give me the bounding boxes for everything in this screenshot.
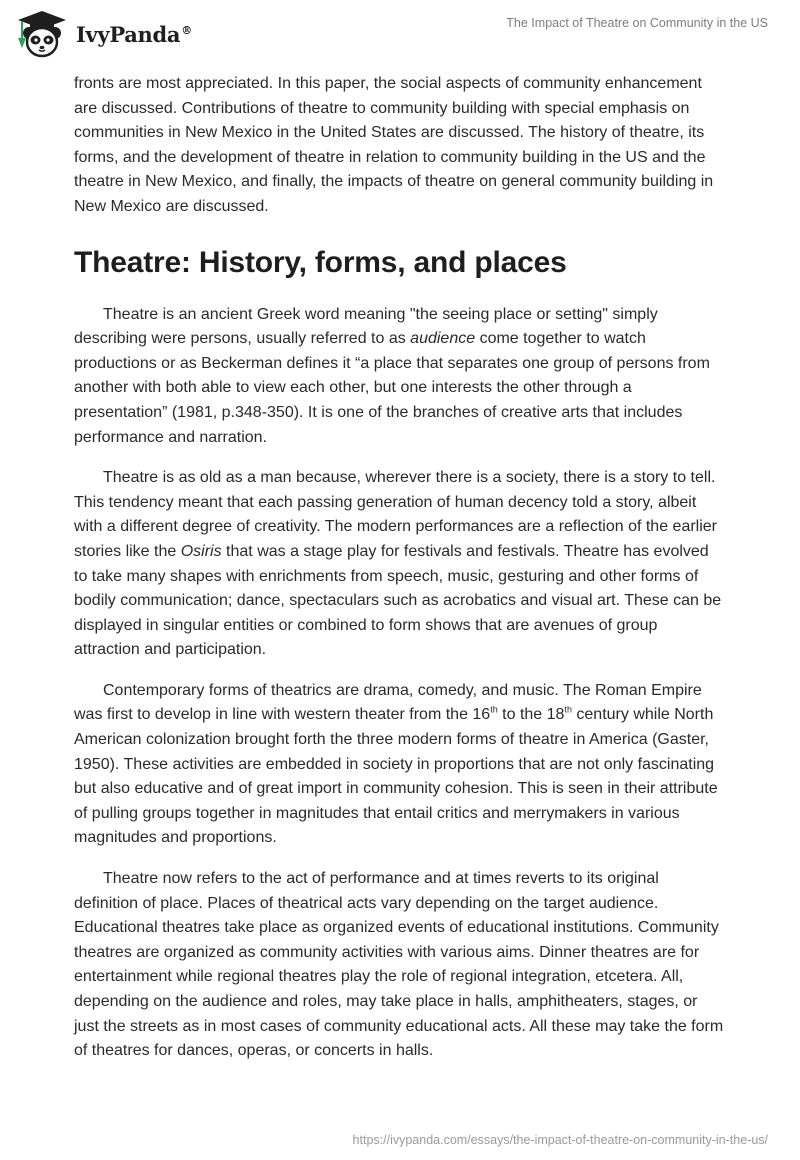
- emphasis-audience: audience: [410, 330, 476, 348]
- paragraph-1: Theatre is an ancient Greek word meaning "the seeing place or setting" simply describing were persons, usually referred to as audience come together to watch productions or as Beckerman defines it “a place that separates one group of persons from another with both able to view each other, but one interests the other through a presentation” (1981, p.348-350). It is one of the branches of creative arts that includes performance and narration.: [74, 305, 710, 446]
- registered-mark: ®: [181, 23, 192, 37]
- paragraph-3: Contemporary forms of theatrics are drama, comedy, and music. The Roman Empire was first to develop in line with western theater from the 16th to the 18th century while North American colonization brought forth the three modern forms of theatre in America (Gaster, 1950). These activities are embedded in society in proportions that are not only fascinating but also educative and of great import in community cohesion. This is seen in their attribute of pulling groups together in magnitudes that entail critics and merrymakers in various magnitudes and proportions.: [74, 681, 718, 847]
- page-header: [0, 0, 800, 70]
- emphasis-osiris: Osiris: [180, 542, 222, 560]
- paragraph-2: Theatre is as old as a man because, wherever there is a society, there is a story to tell. This tendency meant that each passing generation of human decency told a story, albeit with a different degree of creativity. The modern performances are a reflection of the earlier stories like the Osiris that was a stage play for festivals and festivals. Theatre has evolved to take many shapes with enrichments from speech, music, gesturing and other forms of bodily communication; dance, spectaculars such as acrobatics and visual art. These can be displayed in singular entities or combined to form shows that are avenues of group attraction and participation.: [74, 469, 722, 659]
- document-title: The Impact of Theatre on Community in the US: [506, 16, 768, 30]
- paragraph-4: Theatre now refers to the act of performance and at times reverts to its original definition of place. Places of theatrical acts vary depending on the target audience. Educational theatres take place as organized events of educational institutions. Community theatres are organized as community activities with various aims. Dinner theatres are for entertainment while regional theatres play the role of regional integration, etcetera. All, depending on the audience and roles, may take place in halls, amphitheaters, stages, or just the streets as in most cases of community educational acts. All these may take the form of theatres for dances, operas, or concerts in halls.: [74, 870, 724, 1060]
- panda-graduate-icon: [12, 8, 70, 60]
- essay-content: [74, 72, 724, 1080]
- source-url[interactable]: https://ivypanda.com/essays/the-impact-of-theatre-on-community-in-the-us/: [352, 1133, 768, 1147]
- ivypanda-logo[interactable]: [12, 8, 192, 60]
- section-heading: Theatre: History, forms, and places: [74, 245, 567, 279]
- intro-paragraph: fronts are most appreciated. In this paper, the social aspects of community enhancement are discussed. Contributions of theatre to community building with special emphasis on communities in New Mexico in the United States are discussed. The history of theatre, its forms, and the development of theatre in relation to community building in the US and the theatre in New Mexico, and finally, the impacts of theatre on general community building in New Mexico are discussed.: [74, 75, 714, 215]
- brand-name: IvyPanda®: [76, 21, 192, 47]
